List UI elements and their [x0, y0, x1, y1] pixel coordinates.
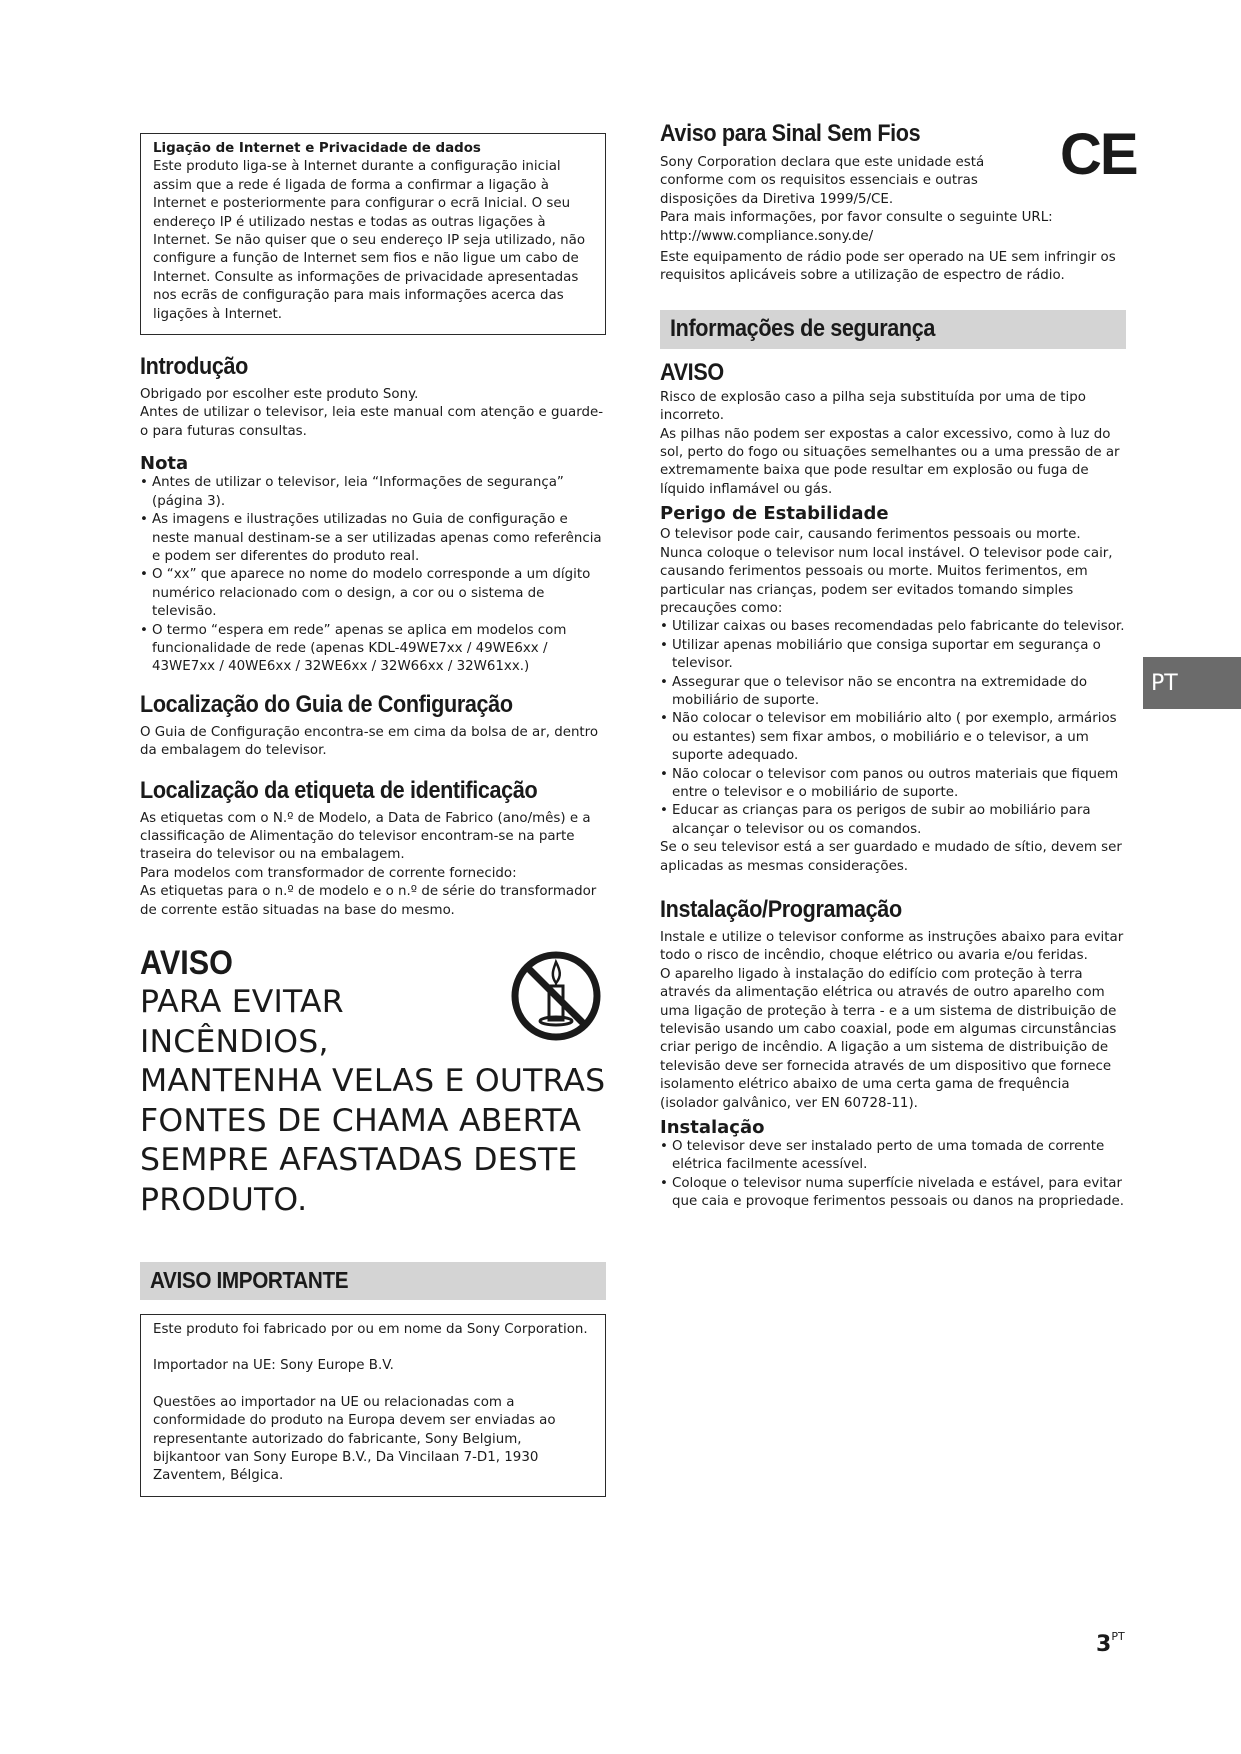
- aviso-importante-heading: AVISO IMPORTANTE: [150, 1267, 349, 1293]
- aviso-candle-line: PARA EVITAR: [140, 984, 344, 1020]
- perigo-list: [660, 618, 1126, 839]
- privacy-box: [140, 133, 606, 335]
- instalacao-item: • O televisor deve ser instalado perto de uma tomada de corrente elétrica facilmente acessível.: [660, 1138, 1126, 1175]
- perigo-item: • Educar as crianças para os perigos de subir ao mobiliário para alcançar o televisor ou os comandos.: [660, 802, 1126, 839]
- aviso-candle-line: PRODUTO.: [140, 1181, 308, 1218]
- sem-fios-p2: Para mais informações, por favor consulte o seguinte URL:: [660, 210, 1053, 226]
- etiqueta-p3: As etiquetas para o n.º de modelo e o n.º de série do transformador de corrente estão situadas na base do mesmo.: [140, 884, 597, 918]
- perigo-p1: O televisor pode cair, causando ferimentos pessoais ou morte. Nunca coloque o televisor num local instável. O televisor pode cair, causando ferimentos pessoais ou morte. Muitos ferimentos, em particular nas crianças, podem ser evitados tomando simples precauções como:: [660, 527, 1113, 616]
- seguranca-aviso-p2: As pilhas não podem ser expostas a calor excessivo, como à luz do sol, perto do fogo ou situações semelhantes ou a uma pressão de ar extremamente baixa que pode resultar em explosão ou fuga de líquido inflamável ou gás.: [660, 426, 1120, 497]
- right-column: [660, 120, 1137, 1212]
- aviso-candle-line: MANTENHA VELAS E OUTRAS: [140, 1063, 606, 1099]
- perigo-item: • Utilizar apenas mobiliário que consiga suportar em segurança o televisor.: [660, 637, 1126, 674]
- instalacao-sub-heading: Instalação: [660, 1117, 765, 1139]
- aviso-importante-band: [140, 1262, 606, 1300]
- importer-p1: Este produto foi fabricado por ou em nome da Sony Corporation.: [153, 1322, 588, 1337]
- nota-item: • As imagens e ilustrações utilizadas no Guia de configuração e neste manual destinam-se a ser utilizadas apenas como referência e podem ser diferentes do produto real.: [140, 511, 606, 566]
- ce-mark: CE: [1060, 122, 1137, 187]
- instalacao-list: [660, 1138, 1126, 1212]
- guia-text: O Guia de Configuração encontra-se em cima da bolsa de ar, dentro da embalagem do televisor.: [140, 724, 599, 759]
- language-tab: PT: [1143, 657, 1241, 709]
- perigo-item: • Não colocar o televisor em mobiliário alto ( por exemplo, armários ou estantes) sem fixar ambos, o mobiliário e o televisor, a um suporte adequado.: [660, 710, 1126, 765]
- intro-heading: Introdução: [140, 353, 248, 381]
- nota-list: [140, 474, 606, 676]
- sem-fios-url: http://www.compliance.sony.de/: [660, 228, 874, 244]
- intro-p2: Antes de utilizar o televisor, leia este manual com atenção e guarde-o para futuras consultas.: [140, 405, 604, 439]
- perigo-item: • Assegurar que o televisor não se encontra na extremidade do mobiliário de suporte.: [660, 674, 1126, 711]
- importer-p2: Importador na UE: Sony Europe B.V.: [153, 1358, 394, 1374]
- aviso-candle-line: SEMPRE AFASTADAS DESTE: [140, 1142, 578, 1178]
- nota-item: • Antes de utilizar o televisor, leia “Informações de segurança” (página 3).: [140, 474, 606, 511]
- perigo-item: • Utilizar caixas ou bases recomendadas pelo fabricante do televisor.: [660, 618, 1126, 636]
- seguranca-band: [660, 310, 1126, 349]
- sem-fios-block: [660, 120, 1137, 209]
- aviso-candle-line: FONTES DE CHAMA ABERTA: [140, 1102, 582, 1139]
- importer-p3: Questões ao importador na UE ou relacionadas com a conformidade do produto na Europa devem ser enviadas ao representante autorizado do fabricante, Sony Belgium, bijkantoor van Sony Europe B.V., Da Vincilaan 7-D1, 1930 Zaventem, Bélgica.: [153, 1394, 556, 1484]
- instalacao-item: • Coloque o televisor numa superfície nivelada e estável, para evitar que caia e provoque ferimentos pessoais ou danos na propriedade.: [660, 1175, 1126, 1212]
- left-column: [140, 133, 606, 1497]
- no-candle-icon: [510, 950, 602, 1042]
- instalacao-p1: Instale e utilize o televisor conforme as instruções abaixo para evitar todo o risco de incêndio, choque elétrico ou avaria e/ou feridas.: [660, 930, 1124, 964]
- nota-item: • O termo “espera em rede” apenas se aplica em modelos com funcionalidade de rede (apenas KDL-49WE7xx / 49WE6xx / 43WE7xx / 40WE6xx / 32WE6xx / 32W66xx / 32W61xx.): [140, 622, 606, 677]
- seguranca-aviso-heading: AVISO: [660, 358, 724, 386]
- aviso-candle-block: [140, 944, 606, 1220]
- privacy-box-text: Este produto liga-se à Internet durante a configuração inicial assim que a rede é ligada de forma a confirmar a ligação à Internet e posteriormente para configurar o ecrã Inicial. O seu endereço IP é utilizado nestas e todas as outras ligações à Internet. Se não quiser que o seu endereço IP seja utilizado, não configure a função de Internet sem fios e não ligue um cabo de Internet. Consulte as informações de privacidade apresentadas nos ecrãs de configuração para mais informações acerca das ligações à Internet.: [153, 159, 586, 322]
- instalacao-heading: Instalação/Programação: [660, 896, 902, 923]
- privacy-box-title: Ligação de Internet e Privacidade de dados: [153, 141, 481, 156]
- guia-heading: Localização do Guia de Configuração: [140, 690, 513, 718]
- etiqueta-p1: As etiquetas com o N.º de Modelo, a Data de Fabrico (ano/mês) e a classificação de Alimentação do televisor encontram-se na parte traseira do televisor ou na embalagem.: [140, 810, 591, 863]
- importer-box: [140, 1314, 606, 1497]
- page-number-suffix: PT: [1111, 1630, 1125, 1643]
- nota-heading: Nota: [140, 453, 189, 475]
- perigo-p2: Se o seu televisor está a ser guardado e mudado de sítio, devem ser aplicadas as mesmas considerações.: [660, 840, 1122, 874]
- page-number-value: 3: [1096, 1632, 1112, 1657]
- aviso-candle-heading: AVISO: [140, 944, 233, 982]
- instalacao-p2: O aparelho ligado à instalação do edifício com proteção à terra através da alimentação elétrica ou através de outro aparelho com uma ligação de proteção à terra - e a um sistema de distribuição de televisão usando um cabo coaxial, pode em algumas circunstâncias criar perigo de incêndio. A ligação a um sistema de distribuição de televisão deve ser fornecida através de um dispositivo que fornece isolamento elétrico abaixo de uma certa gama de frequência (isolador galvânico, ver EN 60728-11).: [660, 966, 1117, 1111]
- intro-p1: Obrigado por escolher este produto Sony.: [140, 387, 419, 403]
- sem-fios-p1: Sony Corporation declara que este unidade está conforme com os requisitos essenciais e outras disposições da Diretiva 1999/5/CE.: [660, 155, 985, 207]
- etiqueta-heading: Localização da etiqueta de identificação: [140, 776, 538, 804]
- nota-item: • O “xx” que aparece no nome do modelo corresponde a um dígito numérico relacionado com o design, a cor ou o sistema de televisão.: [140, 566, 606, 621]
- sem-fios-p3: Este equipamento de rádio pode ser operado na UE sem infringir os requisitos aplicáveis sobre a utilização de espectro de rádio.: [660, 250, 1116, 284]
- page-number: [1096, 1632, 1125, 1657]
- perigo-heading: Perigo de Estabilidade: [660, 503, 889, 525]
- perigo-item: • Não colocar o televisor com panos ou outros materiais que fiquem entre o televisor e o mobiliário de suporte.: [660, 766, 1126, 803]
- aviso-candle-line: INCÊNDIOS,: [140, 1023, 329, 1060]
- etiqueta-p2: Para modelos com transformador de corrente fornecido:: [140, 865, 517, 881]
- seguranca-heading: Informações de segurança: [670, 314, 936, 342]
- sem-fios-heading: Aviso para Sinal Sem Fios: [660, 120, 921, 147]
- seguranca-aviso-p1: Risco de explosão caso a pilha seja substituída por uma de tipo incorreto.: [660, 389, 1086, 424]
